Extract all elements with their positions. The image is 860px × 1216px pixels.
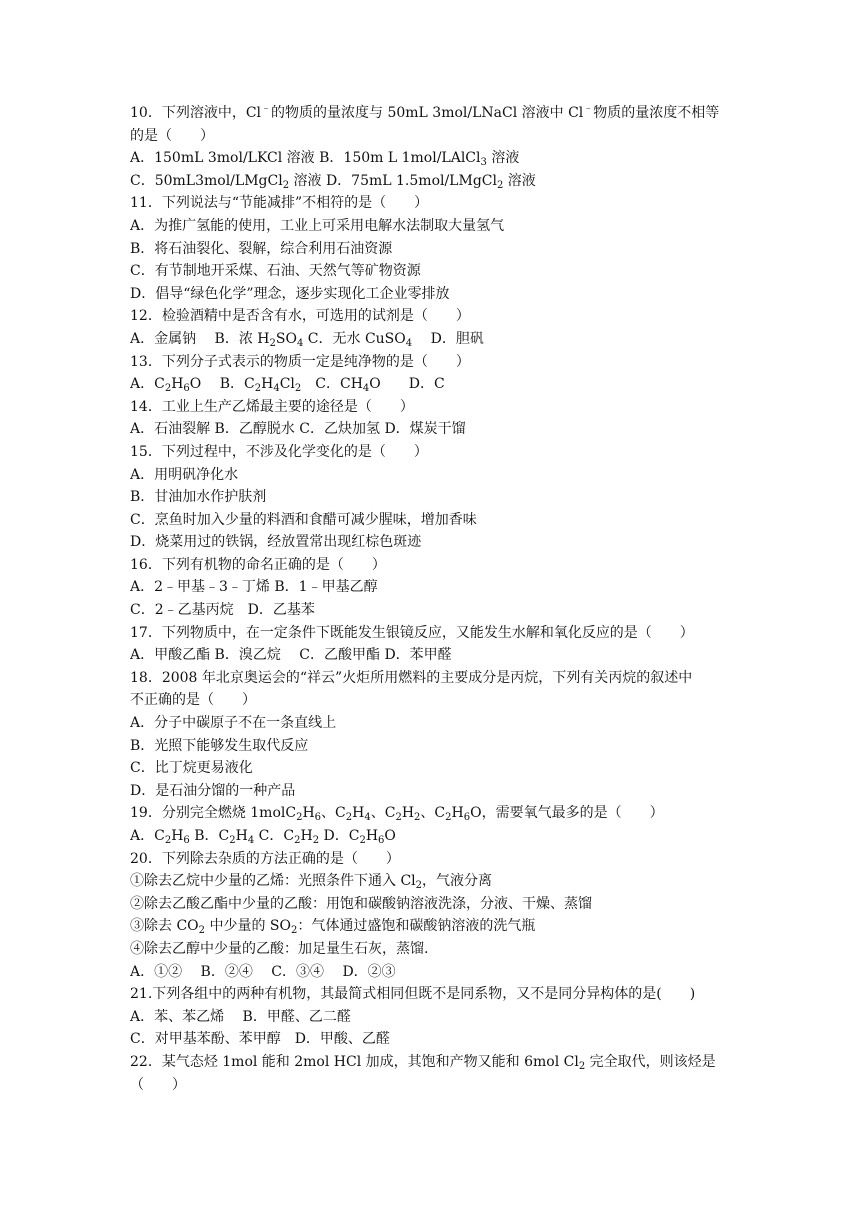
line-q16-stem: 16．下列有机物的命名正确的是（ ） xyxy=(130,556,386,573)
line-q20-item-4: ④除去乙醇中少量的乙酸：加足量生石灰，蒸馏. xyxy=(130,940,429,957)
line-q15-opt-c: C．烹鱼时加入少量的料酒和食醋可减少腥味，增加香味 xyxy=(130,511,477,528)
line-q13-opts: A．$C_2H_6O$ B．$C_2H_4Cl_2$ C．$CH_4O$ D．C xyxy=(130,376,445,395)
line-q20-opts: A．①② B．②④ C．③④ D．②③ xyxy=(130,963,396,980)
line-q22-stem-a: 22．某气态烃 1mol 能和 2mol HCl 加成，其饱和产物又能和 6mol $Cl_2$ 完全取代，则该烃是 xyxy=(130,1053,716,1072)
line-q11-opt-b: B．将石油裂化、裂解，综合利用石油资源 xyxy=(130,240,393,257)
line-q20-item-2: ②除去乙酸乙酯中少量的乙酸：用饱和碳酸钠溶液洗涤，分液、干燥、蒸馏 xyxy=(130,895,592,912)
line-q15-opt-b: B．甘油加水作护肤剂 xyxy=(130,489,267,506)
line-q10-opt-ab: A．150mL 3mol/LKCl 溶液 B．150m L 1mol/LAlCl$_3$ 溶液 xyxy=(130,150,520,169)
line-q17-opts: A．甲酸乙酯 B．溴乙烷 C．乙酸甲酯 D．苯甲醛 xyxy=(130,647,452,664)
line-q12-stem: 12．检验酒精中是否含有水，可选用的试剂是（ ） xyxy=(130,308,470,325)
line-q20-item-3: ③除去 $CO_2$ 中少量的 $SO_2$：气体通过盛饱和碳酸钠溶液的洗气瓶 xyxy=(130,918,536,937)
line-q14-opts: A．石油裂解 B．乙醇脱水 C．乙炔加氢 D．煤炭干馏 xyxy=(130,421,466,438)
line-q19-stem: 19．分别完全燃烧 $1molC_2H_6$、$C_2H_4$、$C_2H_2$、$C_2H_6O$，需要氧气最多的是（ ） xyxy=(130,805,664,824)
line-q10-opt-cd: C．50mL3mol/LMgCl$_2$ 溶液 D．75mL 1.5mol/LMgCl$_2$ 溶液 xyxy=(130,172,536,191)
line-q15-opt-d: D．烧菜用过的铁锅，经放置常出现红棕色斑迹 xyxy=(130,534,422,551)
line-q18-opt-a: A．分子中碳原子不在一条直线上 xyxy=(130,715,337,732)
line-q18-opt-b: B．光照下能够发生取代反应 xyxy=(130,737,309,754)
line-q14-stem: 14．工业上生产乙烯最主要的途径是（ ） xyxy=(130,398,414,415)
line-q19-opts: A．$C_2H_6$ B．$C_2H_4$ C．$C_2H_2$ D．$C_2H_6O$ xyxy=(130,828,396,846)
line-q21-opt-ab: A．苯、苯乙烯 B．甲醛、乙二醛 xyxy=(130,1008,351,1025)
line-q11-stem: 11．下列说法与“节能减排”不相符的是（ ） xyxy=(130,195,429,212)
line-q11-opt-d: D．倡导“绿色化学”理念，逐步实现化工企业零排放 xyxy=(130,285,450,302)
line-q18-stem-b: 不正确的是（ ） xyxy=(130,692,256,709)
line-q10-stem-a: 10．下列溶液中，Cl﹣的物质的量浓度与 50mL 3mol/LNaCl 溶液中 Cl﹣物质的量浓度不相等 xyxy=(130,103,720,121)
line-q18-opt-d: D．是石油分馏的一种产品 xyxy=(130,782,296,799)
line-q17-stem: 17．下列物质中，在一定条件下既能发生银镜反应，又能发生水解和氧化反应的是（ ） xyxy=(130,624,694,641)
line-q21-stem: 21.下列各组中的两种有机物，其最简式相同但既不是同系物，又不是同分异构体的是( ) xyxy=(130,986,696,1003)
line-q20-item-1: ①除去乙烷中少量的乙烯：光照条件下通入 $Cl_2$，气液分离 xyxy=(130,873,493,892)
line-q11-opt-a: A．为推广氢能的使用，工业上可采用电解水法制取大量氢气 xyxy=(130,217,505,234)
line-q15-opt-a: A．用明矾净化水 xyxy=(130,466,239,483)
line-q12-opts: A．金属钠 B．浓 $H_2SO_4$ C．无水 CuSO$_4$ D．胆矾 xyxy=(130,330,484,349)
line-q11-opt-c: C．有节制地开采煤、石油、天然气等矿物资源 xyxy=(130,263,421,280)
line-q10-stem-b: 的是（ ） xyxy=(130,127,214,144)
line-q18-opt-c: C．比丁烷更易液化 xyxy=(130,760,253,777)
line-q16-opt-cd: C．2﹣乙基丙烷 D．乙基苯 xyxy=(130,602,315,619)
line-q20-stem: 20．下列除去杂质的方法正确的是（ ） xyxy=(130,850,400,867)
line-q13-stem: 13．下列分子式表示的物质一定是纯净物的是（ ） xyxy=(130,353,470,370)
line-q22-stem-b: （ ） xyxy=(130,1076,186,1093)
line-q21-opt-cd: C．对甲基苯酚、苯甲醇 D．甲酸、乙醛 xyxy=(130,1031,390,1048)
line-q15-stem: 15．下列过程中，不涉及化学变化的是（ ） xyxy=(130,443,428,460)
line-q16-opt-ab: A．2﹣甲基﹣3﹣丁烯 B．1﹣甲基乙醇 xyxy=(130,579,378,596)
question-lines xyxy=(130,102,760,1096)
line-q18-stem-a: 18．2008 年北京奥运会的“祥云”火炬所用燃料的主要成分是丙烷，下列有关丙烷的叙述中 xyxy=(130,669,693,686)
